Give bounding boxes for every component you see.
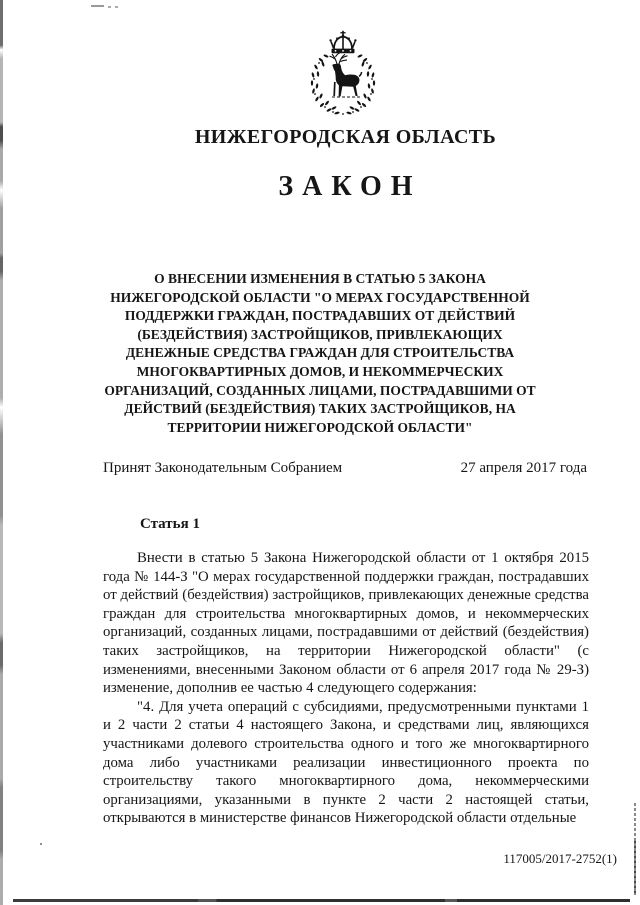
law-title-line: ТЕРРИТОРИИ НИЖЕГОРОДСКОЙ ОБЛАСТИ" [167, 419, 473, 435]
law-title-line: НИЖЕГОРОДСКОЙ ОБЛАСТИ "О МЕРАХ ГОСУДАРСТВЕННОЙ [110, 289, 530, 305]
scan-artifact-top-dash [91, 5, 104, 7]
region-heading: НИЖЕГОРОДСКАЯ ОБЛАСТЬ [194, 126, 497, 148]
law-title-line: МНОГОКВАРТИРНЫХ ДОМОВ, И НЕКОММЕРЧЕСКИХ [136, 363, 504, 379]
article-body [103, 549, 589, 828]
law-title-line: ДЕЙСТВИЙ (БЕЗДЕЙСТВИЯ) ТАКИХ ЗАСТРОЙЩИКОВ, НА [124, 401, 516, 417]
scan-artifact-left-edge [0, 0, 3, 905]
law-title-line: ПОДДЕРЖКИ ГРАЖДАН, ПОСТРАДАВШИХ ОТ ДЕЙСТВИЙ [124, 308, 516, 324]
adopted-by-label: Принят Законодательным Собранием [103, 460, 343, 476]
law-title-line: ДЕНЕЖНЫЕ СРЕДСТВА ГРАЖДАН ДЛЯ СТРОИТЕЛЬСТВА [125, 345, 515, 361]
scan-artifact-bottom-edge [13, 899, 630, 902]
document-registration-number: 117005/2017-2752(1) [503, 851, 617, 866]
crown-icon [329, 31, 356, 53]
law-title-line: ОРГАНИЗАЦИЙ, СОЗДАННЫХ ЛИЦАМИ, ПОСТРАДАВШИМИ ОТ [104, 382, 536, 398]
law-title-line: О ВНЕСЕНИИ ИЗМЕНЕНИЯ В СТАТЬЮ 5 ЗАКОНА [154, 271, 486, 286]
body-paragraph-1: Внести в статью 5 Закона Нижегородской области от 1 октября 2015 года № 144-З "О мерах государственной поддержки граждан, пострадавших от действий (бездействия) застройщиков, привлекающих денежные средства граждан для строительства многоквартирных домов, и некоммерческих организаций, созданных лицами, пострадавшими от действий (бездействия) таких застройщиков, на территории Нижегородской области" (с изменениями, внесенными Законом области от 6 апреля 2017 года № 29-З) изменение, дополнив ее частью 4 следующего содержания: [103, 550, 589, 697]
scan-artifact-top-dot [108, 6, 111, 8]
article-1-heading: Статья 1 [140, 516, 200, 532]
body-paragraph-2: "4. Для учета операций с субсидиями, предусмотренными пунктами 1 и 2 части 2 статьи 4 настоящего Закона, и средствами лиц, являющихся участниками долевого строительства одного и того же многоквартирного дома либо участниками реализации инвестиционного проекта по строительству такого многоквартирного дома, некоммерческими организациями, указанными в пункте 2 части 2 настоящей статьи, открываются в министерстве финансов Нижегородской области отдельные [103, 698, 589, 827]
document-type-heading: ЗАКОН [278, 171, 422, 202]
law-title [55, 270, 585, 437]
scan-artifact-dot [40, 843, 42, 845]
deer-icon [330, 53, 363, 97]
scan-artifact-right-edge [634, 803, 636, 895]
law-title-line: (БЕЗДЕЙСТВИЯ) ЗАСТРОЙЩИКОВ, ПРИВЛЕКАЮЩИХ [137, 326, 503, 342]
scan-artifact-top-dot [115, 6, 118, 8]
adoption-row [103, 460, 587, 477]
coat-of-arms-emblem [304, 30, 382, 116]
adopted-date: 27 апреля 2017 года [460, 460, 587, 476]
